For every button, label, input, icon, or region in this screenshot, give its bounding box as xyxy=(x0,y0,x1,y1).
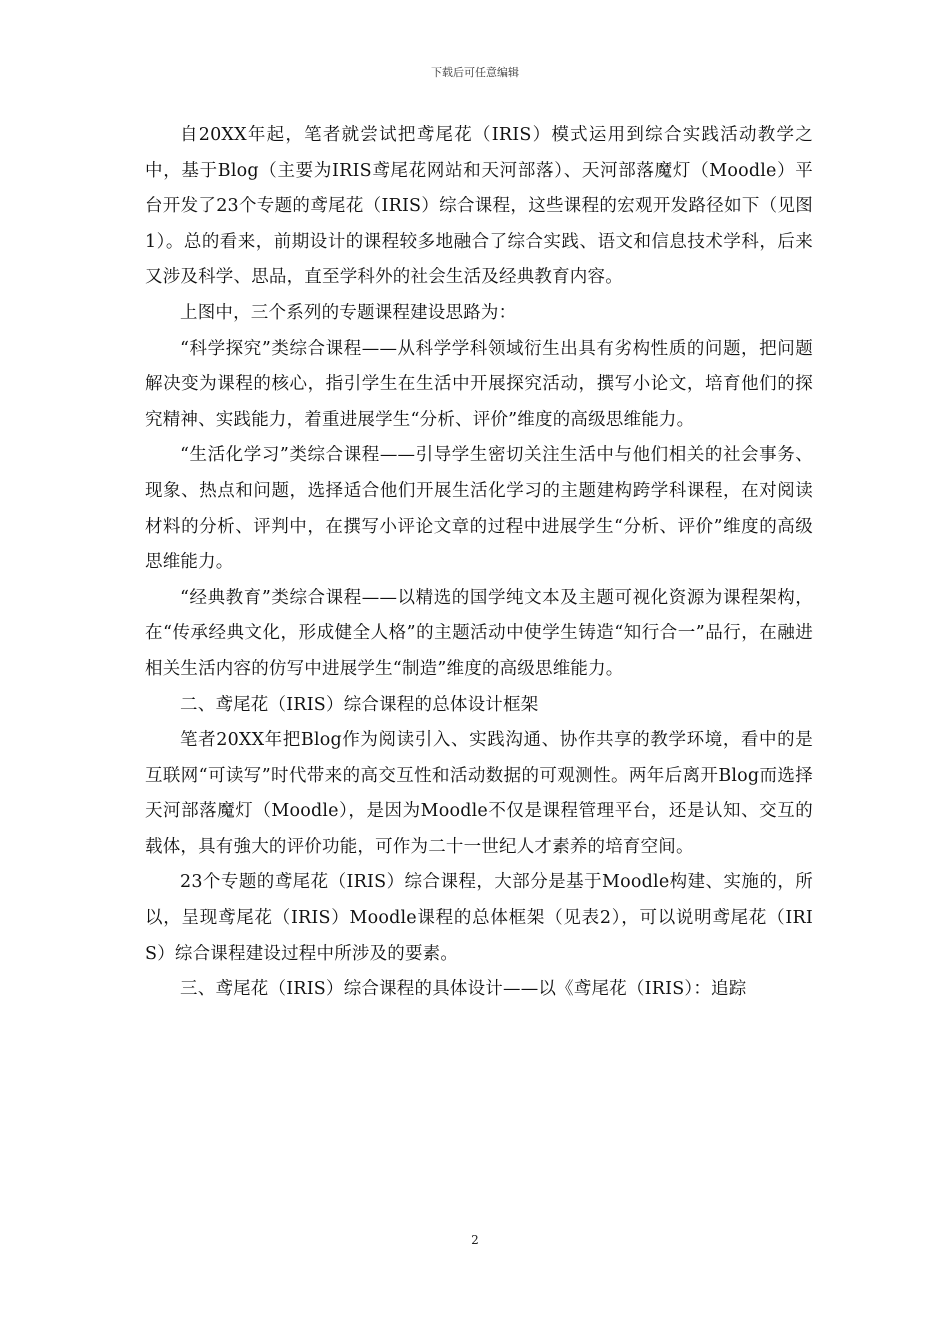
document-body xyxy=(145,118,813,1008)
page-header: 下载后可任意编辑 xyxy=(431,66,519,79)
paragraph-classic-education: “经典教育”类综合课程——以精选的国学纯文本及主题可视化资源为课程架构，在“传承经典文化，形成健全人格”的主题活动中使学生铸造“知行合一”品行，在融进相关生活内容的仿写中进展学生“制造”维度的高级思维能力。 xyxy=(145,587,813,679)
paragraph-intro: 自20XX年起，笔者就尝试把鸢尾花（IRIS）模式运用到综合实践活动教学之中，基于Blog（主要为IRIS鸢尾花网站和天河部落）、天河部落魔灯（Moodle）平台开发了23个专题的鸢尾花（IRIS）综合课程，这些课程的宏观开发路径如下（见图1）。总的看来，前期设计的课程较多地融合了综合实践、语文和信息技术学科，后来又涉及科学、思品，直至学科外的社会生活及经典教育内容。 xyxy=(145,125,813,288)
paragraph-science-inquiry: “科学探究”类综合课程——从科学学科领域衍生出具有劣构性质的问题，把问题解决变为课程的核心，指引学生在生活中开展探究活动，撰写小论文，培育他们的探究精神、实践能力，着重进展学生“分析、评价”维度的高级思维能力。 xyxy=(145,338,813,430)
paragraph-framework: 23个专题的鸢尾花（IRIS）综合课程，大部分是基于Moodle构建、实施的，所以，呈现鸢尾花（IRIS）Moodle课程的总体框架（见表2），可以说明鸢尾花（IRIS）综合课程建设过程中所涉及的要素。 xyxy=(145,872,813,964)
paragraph-blog-moodle: 笔者20XX年把Blog作为阅读引入、实践沟通、协作共享的教学环境，看中的是互联网“可读写”时代带来的高交互性和活动数据的可观测性。两年后离开Blog而选择天河部落魔灯（Moodle），是因为Moodle不仅是课程管理平台，还是认知、交互的载体，具有強大的评价功能，可作为二十一世纪人才素养的培育空间。 xyxy=(145,730,813,857)
page-number: 2 xyxy=(471,1233,479,1247)
paragraph-series-overview: 上图中，三个系列的专题课程建设思路为： xyxy=(180,302,517,323)
section-heading-3: 三、鸢尾花（IRIS）综合课程的具体设计——以《鸢尾花（IRIS）：追踪 xyxy=(180,979,747,1000)
section-heading-2: 二、鸢尾花（IRIS）综合课程的总体设计框架 xyxy=(180,694,539,715)
paragraph-life-learning: “生活化学习”类综合课程——引导学生密切关注生活中与他们相关的社会事务、现象、热点和问题，选择适合他们开展生活化学习的主题建构跨学科课程，在对阅读材料的分析、评判中，在撰写小评论文章的过程中进展学生“分析、评价”维度的高级思维能力。 xyxy=(145,445,813,573)
